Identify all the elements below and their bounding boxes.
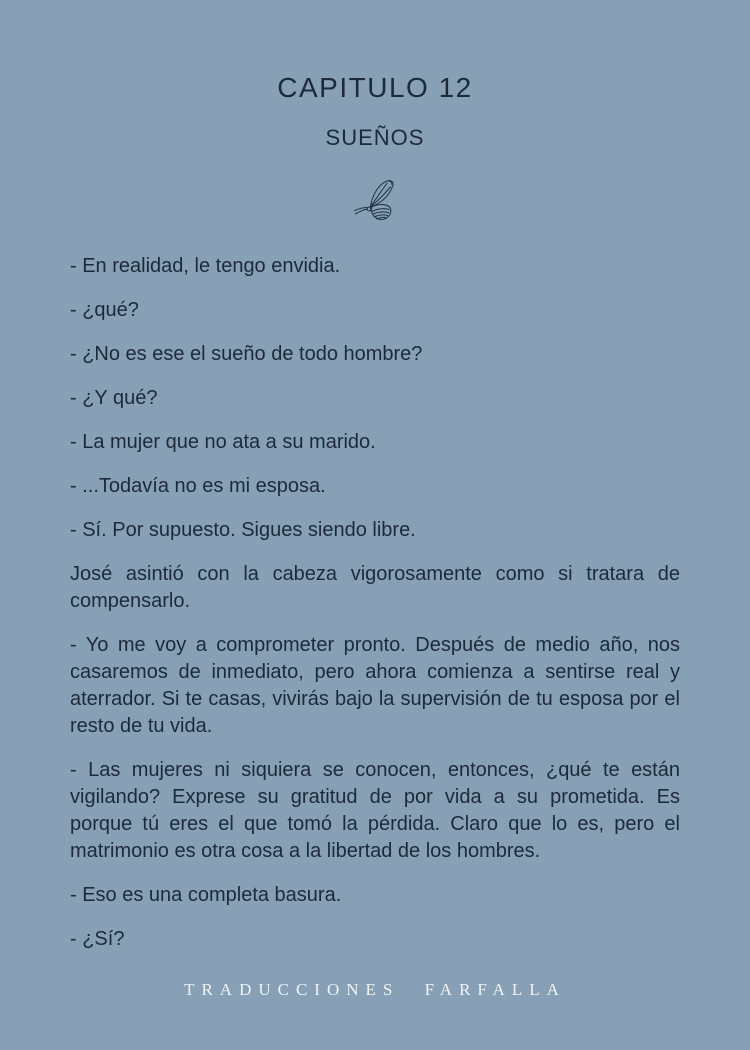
paragraph: - ¿No es ese el sueño de todo hombre? bbox=[70, 343, 423, 365]
paragraph: - Yo me voy a comprometer pronto. Después de medio año, nos casaremos de inmediato, pero ahora comienza a sentirse real y aterrador. Si te casas, vivirás bajo la supervisión de tu esposa por el resto de tu vida. bbox=[70, 634, 680, 737]
chapter-body bbox=[0, 229, 750, 953]
paragraph: - Eso es una completa basura. bbox=[70, 884, 342, 906]
paragraph: - ¿Sí? bbox=[70, 928, 125, 950]
chapter-subtitle: SUEÑOS bbox=[325, 125, 425, 150]
paragraph: - ¿Y qué? bbox=[70, 387, 158, 409]
paragraph: - Sí. Por supuesto. Sigues siendo libre. bbox=[70, 519, 416, 541]
paragraph: José asintió con la cabeza vigorosamente como si tratara de compensarlo. bbox=[70, 563, 680, 612]
chapter-title: CAPITULO 12 bbox=[277, 72, 473, 103]
chapter-header bbox=[0, 0, 750, 229]
translator-watermark: TRADUCCIONES FARFALLA bbox=[184, 980, 566, 999]
paragraph: - Las mujeres ni siquiera se conocen, entonces, ¿qué te están vigilando? Exprese su gratitud de por vida a su prometida. Es porque tú eres el que tomó la pérdida. Claro que lo es, pero el matrimonio es otra cosa a la libertad de los hombres. bbox=[70, 759, 680, 862]
paragraph: - ...Todavía no es mi esposa. bbox=[70, 475, 326, 497]
page-footer bbox=[0, 980, 750, 1000]
paragraph: - La mujer que no ata a su marido. bbox=[70, 431, 376, 453]
paragraph: - En realidad, le tengo envidia. bbox=[70, 255, 341, 277]
paragraph: - ¿qué? bbox=[70, 299, 139, 321]
butterfly-icon bbox=[0, 171, 750, 229]
